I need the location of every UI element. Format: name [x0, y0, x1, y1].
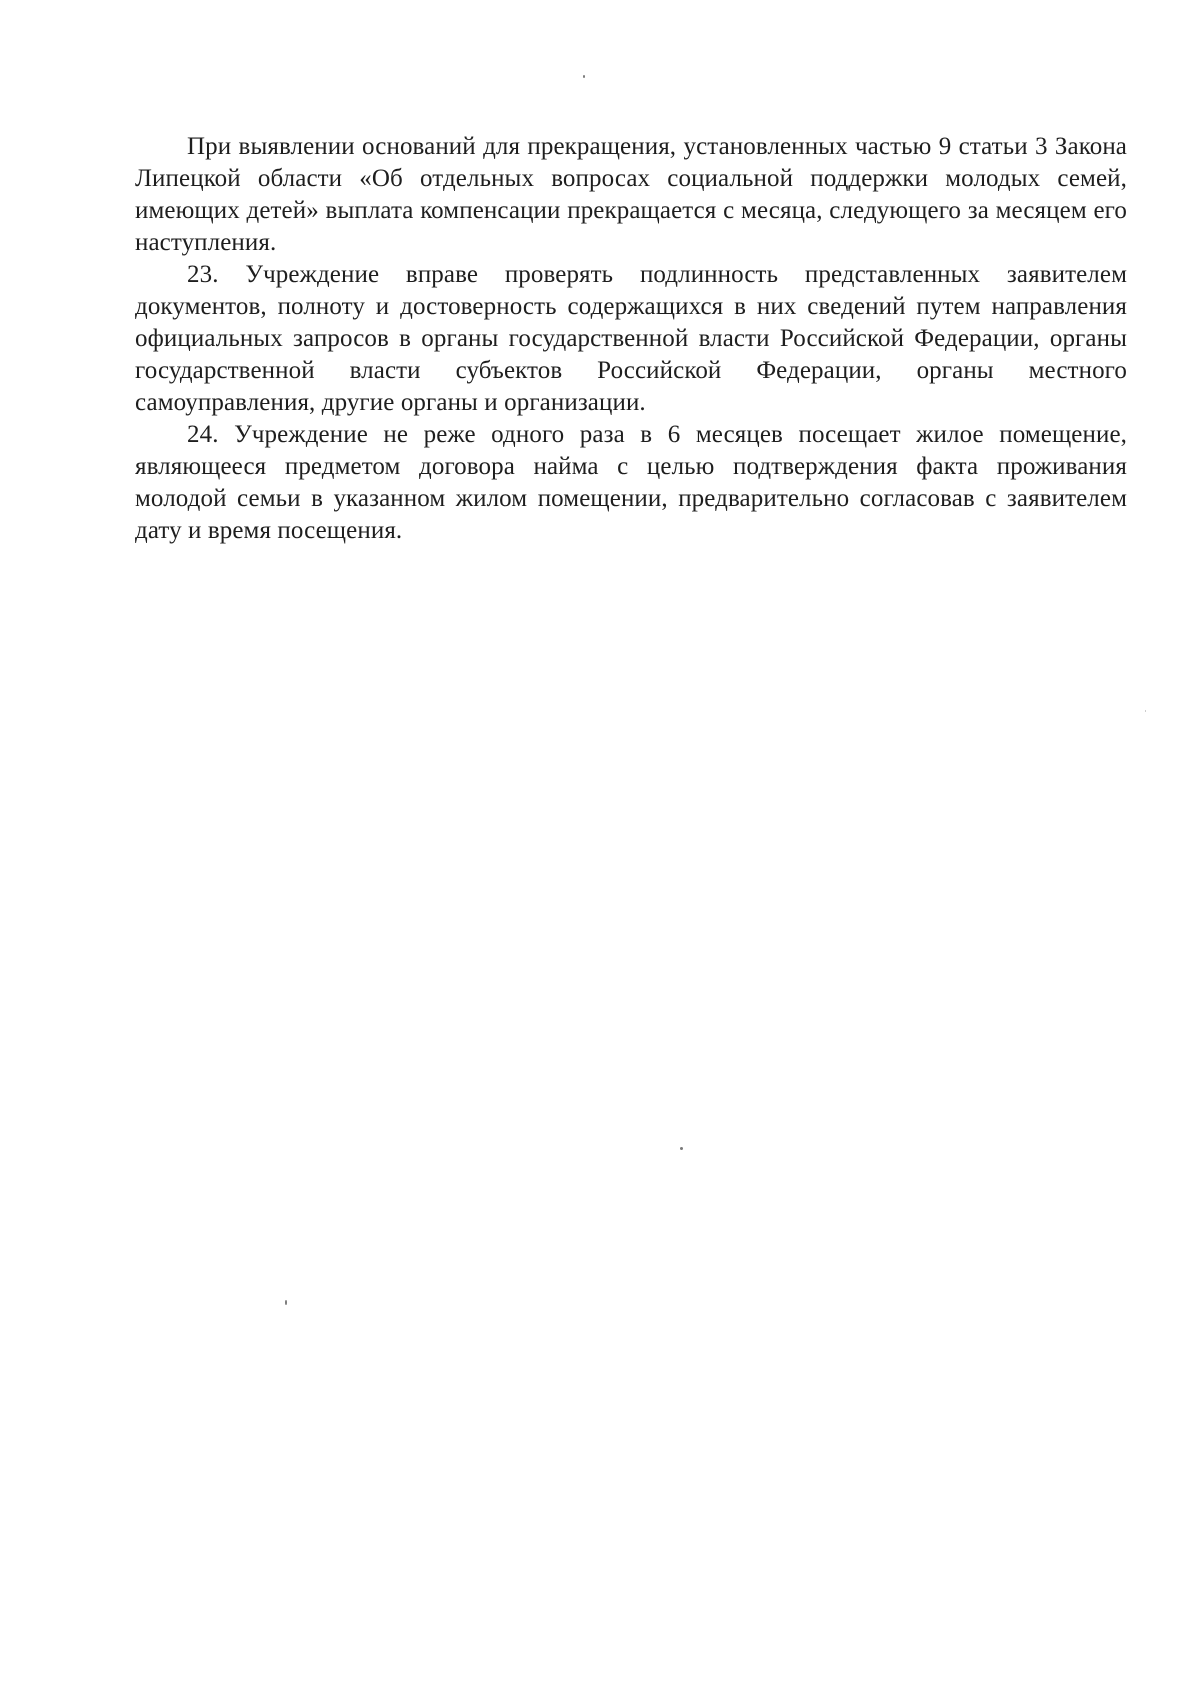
- scan-speck: [583, 75, 585, 78]
- scan-speck: [1145, 710, 1146, 712]
- scan-speck: [285, 1300, 287, 1305]
- document-body: [135, 131, 1127, 547]
- paragraph-23-document-verification: 23. Учреждение вправе проверять подлинность представленных заявителем документов, полноту и достоверность содержащихся в них сведений путем направления официальных запросов в органы государственной власти Российской Федерации, органы государственной власти субъектов Российской Федерации, органы местного самоуправления, другие органы и организации.: [135, 261, 1127, 416]
- paragraph-termination-grounds: При выявлении оснований для прекращения, установленных частью 9 статьи 3 Закона Липецкой области «Об отдельных вопросах социальной поддержки молодых семей, имеющих детей» выплата компенсации прекращается с месяца, следующего за месяцем его наступления.: [135, 133, 1127, 256]
- paragraph-24-housing-inspection: 24. Учреждение не реже одного раза в 6 месяцев посещает жилое помещение, являющееся предметом договора найма с целью подтверждения факта проживания молодой семьи в указанном жилом помещении, предварительно согласовав с заявителем дату и время посещения.: [135, 421, 1127, 544]
- scan-speck: [680, 1147, 683, 1150]
